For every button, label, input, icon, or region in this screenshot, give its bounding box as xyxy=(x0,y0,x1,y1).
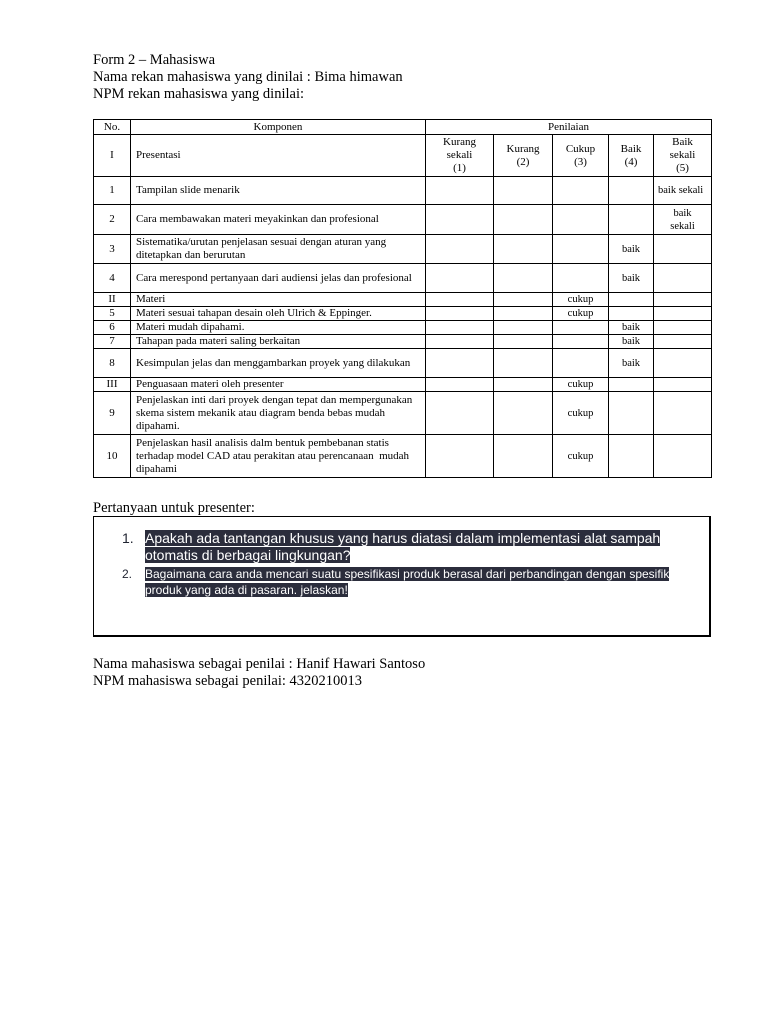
scale-header-3: Cukup (3) xyxy=(553,135,609,177)
row-komponen: Sistematika/urutan penjelasan sesuai dengan aturan yang ditetapkan dan berurutan xyxy=(131,235,426,264)
score-cell xyxy=(553,335,609,349)
score-cell xyxy=(426,235,494,264)
score-cell xyxy=(494,335,553,349)
row-komponen: Kesimpulan jelas dan menggambarkan proyek yang dilakukan xyxy=(131,349,426,378)
score-cell xyxy=(426,264,494,293)
score-cell xyxy=(553,205,609,235)
score-cell xyxy=(654,378,712,392)
form-title: Form 2 – Mahasiswa xyxy=(93,52,216,68)
score-cell xyxy=(494,264,553,293)
score-cell xyxy=(494,378,553,392)
score-mark: baik xyxy=(609,264,654,293)
row-no: 2 xyxy=(94,205,131,235)
score-mark: baik sekali xyxy=(654,205,712,235)
score-cell xyxy=(609,378,654,392)
score-cell xyxy=(494,177,553,205)
score-cell xyxy=(609,177,654,205)
score-cell xyxy=(553,235,609,264)
npm-penilai-line: NPM mahasiswa sebagai penilai: 4320210013 xyxy=(93,673,363,689)
score-cell xyxy=(426,321,494,335)
row-komponen: Tampilan slide menarik xyxy=(131,177,426,205)
score-cell xyxy=(494,307,553,321)
row-no: 10 xyxy=(94,435,131,478)
nama-penilai-line: Nama mahasiswa sebagai penilai : Hanif Hawari Santoso xyxy=(93,656,426,672)
score-cell xyxy=(494,435,553,478)
score-cell xyxy=(426,435,494,478)
score-cell xyxy=(654,321,712,335)
score-cell xyxy=(426,335,494,349)
score-cell xyxy=(426,307,494,321)
score-cell xyxy=(654,435,712,478)
score-cell xyxy=(494,349,553,378)
score-cell xyxy=(654,307,712,321)
score-cell xyxy=(654,392,712,435)
questions-list xyxy=(122,530,692,598)
question-number: 1. xyxy=(122,530,134,546)
npm-rekan-line: NPM rekan mahasiswa yang dinilai: xyxy=(93,86,305,102)
score-cell xyxy=(494,293,553,307)
score-cell xyxy=(494,235,553,264)
score-mark: cukup xyxy=(553,435,609,478)
score-mark: baik xyxy=(609,349,654,378)
score-cell xyxy=(654,264,712,293)
row-komponen: Penjelaskan inti dari proyek dengan tepat dan mempergunakan skema sistem mekanik atau diagram benda bebas mudah dipahami. xyxy=(131,392,426,435)
score-cell xyxy=(494,205,553,235)
row-no: 8 xyxy=(94,349,131,378)
row-no: 1 xyxy=(94,177,131,205)
scale-header-4: Baik (4) xyxy=(609,135,654,177)
row-komponen: Materi sesuai tahapan desain oleh Ulrich & Eppinger. xyxy=(131,307,426,321)
score-cell xyxy=(609,205,654,235)
section-label: Presentasi xyxy=(131,135,426,177)
score-cell xyxy=(553,177,609,205)
question-item xyxy=(122,566,692,598)
scale-header-1: Kurang sekali (1) xyxy=(426,135,494,177)
questions-title: Pertanyaan untuk presenter: xyxy=(93,500,255,516)
header-no: No. xyxy=(94,120,131,135)
row-komponen: Penguasaan materi oleh presenter xyxy=(131,378,426,392)
row-komponen: Penjelaskan hasil analisis dalm bentuk pembebanan statis terhadap model CAD atau perakitan atau perencanaan mudah dipahami xyxy=(131,435,426,478)
score-cell xyxy=(426,349,494,378)
score-mark: cukup xyxy=(553,392,609,435)
question-text: Bagaimana cara anda mencari suatu spesifikasi produk berasal dari perbandingan dengan spesifik produk yang ada di pasaran. jelaskan! xyxy=(145,567,670,597)
row-komponen: Materi mudah dipahami. xyxy=(131,321,426,335)
row-no: 9 xyxy=(94,392,131,435)
score-cell xyxy=(426,177,494,205)
score-cell xyxy=(553,321,609,335)
score-mark: baik xyxy=(609,335,654,349)
section-no: I xyxy=(94,135,131,177)
row-komponen: Materi xyxy=(131,293,426,307)
score-mark: cukup xyxy=(553,307,609,321)
row-no: III xyxy=(94,378,131,392)
score-cell xyxy=(609,307,654,321)
row-komponen: Cara merespond pertanyaan dari audiensi jelas dan profesional xyxy=(131,264,426,293)
assessment-table xyxy=(93,119,712,478)
score-cell xyxy=(553,264,609,293)
score-cell xyxy=(426,378,494,392)
score-mark: baik xyxy=(609,235,654,264)
score-cell xyxy=(654,293,712,307)
score-cell xyxy=(494,321,553,335)
score-mark: baik xyxy=(609,321,654,335)
row-komponen: Cara membawakan materi meyakinkan dan profesional xyxy=(131,205,426,235)
score-cell xyxy=(654,335,712,349)
row-no: 6 xyxy=(94,321,131,335)
score-mark: baik sekali xyxy=(654,177,712,205)
header-komponen: Komponen xyxy=(131,120,426,135)
score-cell xyxy=(494,392,553,435)
score-cell xyxy=(426,293,494,307)
question-number: 2. xyxy=(122,567,133,581)
score-cell xyxy=(426,392,494,435)
score-cell xyxy=(654,349,712,378)
score-cell xyxy=(654,235,712,264)
score-cell xyxy=(609,392,654,435)
score-cell xyxy=(609,293,654,307)
row-no: II xyxy=(94,293,131,307)
row-no: 3 xyxy=(94,235,131,264)
scale-header-2: Kurang (2) xyxy=(494,135,553,177)
question-text: Apakah ada tantangan khusus yang harus diatasi dalam implementasi alat sampah otomatis di berbagai lingkungan? xyxy=(145,530,661,563)
form-footer xyxy=(93,656,425,690)
row-komponen: Tahapan pada materi saling berkaitan xyxy=(131,335,426,349)
scale-header-5: Baik sekali (5) xyxy=(654,135,712,177)
header-penilaian: Penilaian xyxy=(426,120,712,135)
row-no: 4 xyxy=(94,264,131,293)
score-cell xyxy=(553,349,609,378)
nama-rekan-line: Nama rekan mahasiswa yang dinilai : Bima himawan xyxy=(93,69,403,85)
form-header xyxy=(93,52,403,103)
score-mark: cukup xyxy=(553,293,609,307)
score-mark: cukup xyxy=(553,378,609,392)
score-cell xyxy=(609,435,654,478)
row-no: 7 xyxy=(94,335,131,349)
row-no: 5 xyxy=(94,307,131,321)
question-item xyxy=(122,530,662,564)
score-cell xyxy=(426,205,494,235)
